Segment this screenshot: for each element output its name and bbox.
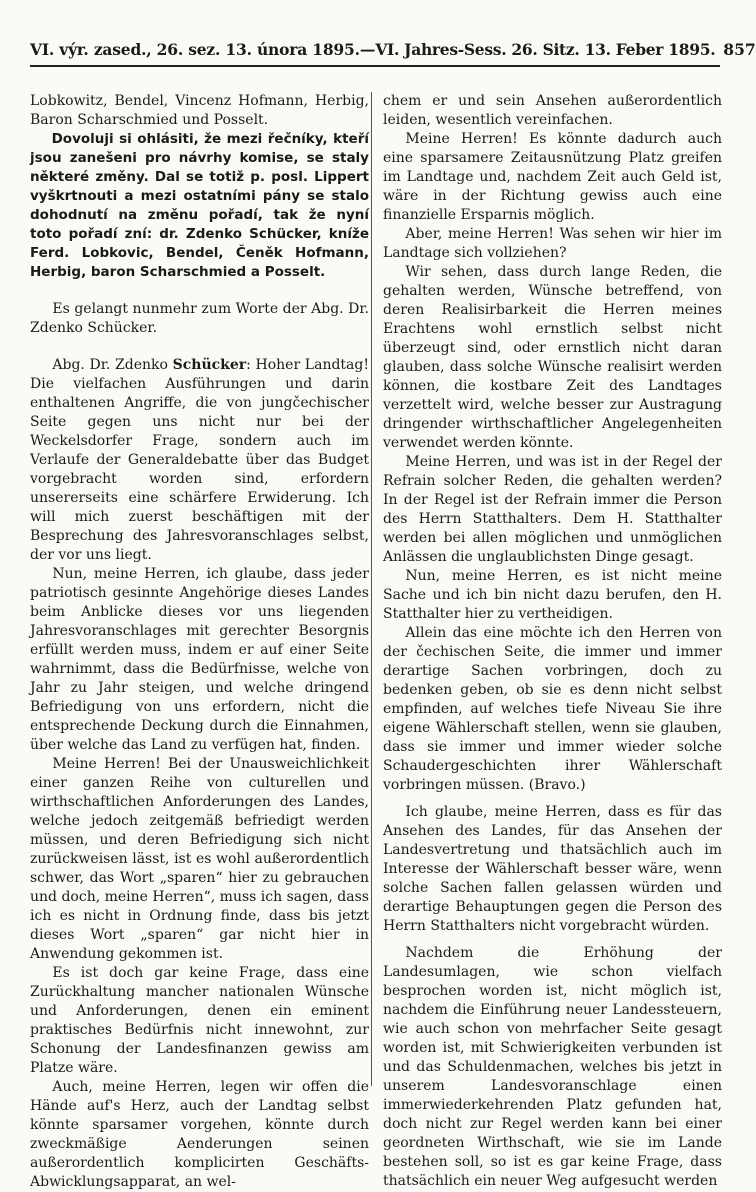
header-separator: —: [359, 40, 376, 59]
page-header: [30, 40, 756, 59]
speech-opening: [30, 356, 369, 565]
speech-text: : Hoher Landtag! Die vielfachen Ausführungen und darin enthaltenen Angriffe, die von jungčechischer Seite gegen uns nicht nur bei der Weckelsdorfer Frage, sondern auch im Verlaufe der Generaldebatte über das Budget vorgebracht worden sind, erfordern unsererseits eine schärfere Erwiderung. Ich will mich zuerst beschäftigen mit der Besprechung des Jahresvoranschlages selbst, der vor uns liegt.: [30, 357, 369, 563]
paragraph: chem er und sein Ansehen außerordentlich leiden, wesentlich vereinfachen.: [383, 93, 722, 128]
speaker-prefix: Abg. Dr. Zdenko: [52, 357, 168, 373]
header-czech: VI. výr. zased., 26. sez. 13. února 1895.: [30, 40, 360, 59]
paragraph: Meine Herren, und was ist in der Regel der Refrain solcher Reden, die gehalten werden? In der Regel ist der Refrain immer die Person des Herrn Statthalters. Dem H. Statthalter werden bei allen möglichen und unmöglichen Anlässen die unglaublichsten Dinge gesagt.: [383, 454, 722, 565]
paragraph: Nun, meine Herren, ich glaube, dass jeder patriotisch gesinnte Angehörige dieses Landes beim Anblicke dieses vor uns liegenden Jahresvoranschlages mit gerechter Besorgnis erfüllt werden muss, indem er auf einer Seite wahrnimmt, dass die Bedürfnisse, welche von Jahr zu Jahr steigen, und welche dringend Befriedigung von uns erfordern, nicht die entsprechende Deckung durch die Einnahmen, über welche das Land zu verfügen hat, finden.: [30, 566, 369, 753]
paragraph: Lobkowitz, Bendel, Vincenz Hofmann, Herbig, Baron Scharschmied und Posselt.: [30, 93, 369, 128]
paragraph: Allein das eine möchte ich den Herren von der čechischen Seite, die immer und immer derartige Sachen vorbringen, doch zu bedenken geben, ob sie es denn nicht selbst empfinden, auf welches tiefe Niveau Sie ihre eigene Wählerschaft stellen, wenn sie glauben, dass sie immer und immer wieder solche Schaudergeschichten ihrer Wählerschaft vorbringen müssen. (Bravo.): [383, 625, 722, 793]
paragraph: Meine Herren! Es könnte dadurch auch eine sparsamere Zeitausnützung Platz greifen im Landtage und, nachdem Zeit auch Geld ist, wäre in der Richtung gewiss auch eine finanzielle Ersparnis möglich.: [383, 131, 722, 223]
right-column: [383, 92, 722, 1191]
paragraph: Nun, meine Herren, es ist nicht meine Sache und ich bin nicht dazu berufen, den H. Statthalter hier zu vertheidigen.: [383, 568, 722, 622]
paragraph: Es ist doch gar keine Frage, dass eine Zurückhaltung mancher nationalen Wünsche und Anforderungen, denen ein eminent praktisches Bedürfnis nicht innewohnt, zur Schonung der Landesfinanzen gewiss am Platze wäre.: [30, 965, 369, 1076]
paragraph: Meine Herren! Bei der Unausweichlichkeit einer ganzen Reihe von culturellen und wirthschaftlichen Anforderungen des Landes, welche jedoch zeitgemäß befriedigt werden müssen, und deren Befriedigung sich nicht zurückweisen lässt, ist es wohl außerordentlich schwer, das Wort „sparen“ hier zu gebrauchen und doch, meine Herren“, muss ich sagen, dass ich es nicht in Ordnung finde, dass bis jetzt dieses Wort „sparen“ gar nicht hier in Anwendung gekommen ist.: [30, 756, 369, 962]
speaker-name: Schücker: [172, 357, 247, 373]
paragraph: Ich glaube, meine Herren, dass es für das Ansehen des Landes, für das Ansehen der Landesvertretung und thatsächlich auch im Interesse der Wählerschaft besser wäre, wenn solche Sachen fallen gelassen würden und derartige Behauptungen gegen die Person des Herrn Statthalters nicht vorgebracht würden.: [383, 804, 722, 934]
header-german: VI. Jahres-Sess. 26. Sitz. 13. Feber 1895.: [375, 40, 716, 59]
paragraph: Wir sehen, dass durch lange Reden, die gehalten werden, Wünsche betreffend, von deren Realisirbarkeit die Herren meines Erachtens wohl ernstlich selbst nicht überzeugt sind, oder ernstlich nicht daran glauben, dass solche Wünsche realisirt werden können, die kostbare Zeit des Landtages verzettelt wird, welche besser zur Austragung dringender wirthschaftlicher Angelegenheiten verwendet werden könnte.: [383, 264, 722, 451]
paragraph-czech-announcement: Dovoluji si ohlásiti, že mezi řečníky, kteří jsou zanešeni pro návrhy komise, se staly některé změny. Dal se totiž p. posl. Lippert vyškrtnouti a mezi ostatními pány se stalo dohodnutí na změnu pořadí, tak že nyní toto pořadí zní: dr. Zdenko Schücker, kníže Ferd. Lobkovic, Bendel, Čeněk Hofmann, Herbig, baron Scharschmied a Posselt.: [30, 131, 369, 280]
page-number: 857: [723, 40, 756, 59]
column-divider: [371, 92, 372, 1086]
paragraph: Aber, meine Herren! Was sehen wir hier im Landtage sich vollziehen?: [383, 226, 722, 261]
header-rule: [30, 65, 720, 67]
paragraph: Auch, meine Herren, legen wir offen die Hände auf's Herz, auch der Landtag selbst könnte sparsamer vorgehen, könnte durch zweckmäßige Aenderungen seinen außerordentlich komplicirten Geschäfts-Abwicklungsapparat, an wel-: [30, 1079, 369, 1190]
paragraph: Es gelangt nunmehr zum Worte der Abg. Dr. Zdenko Schücker.: [30, 301, 369, 336]
left-column: [30, 92, 369, 1192]
paragraph: Nachdem die Erhöhung der Landesumlagen, wie schon vielfach besprochen worden ist, nicht möglich ist, nachdem die Einführung neuer Landessteuern, wie auch schon von mehrfacher Seite gesagt worden ist, mit Schwierigkeiten verbunden ist und das Schuldenmachen, welches bis jetzt in unserem Landesvoranschlage einen immerwiederkehrenden Platz gefunden hat, doch nicht zur Regel werden kann bei einer geordneten Wirthschaft, wie sie im Lande bestehen soll, so ist es gar keine Frage, dass thatsächlich ein neuer Weg aufgesucht werden: [383, 945, 722, 1189]
